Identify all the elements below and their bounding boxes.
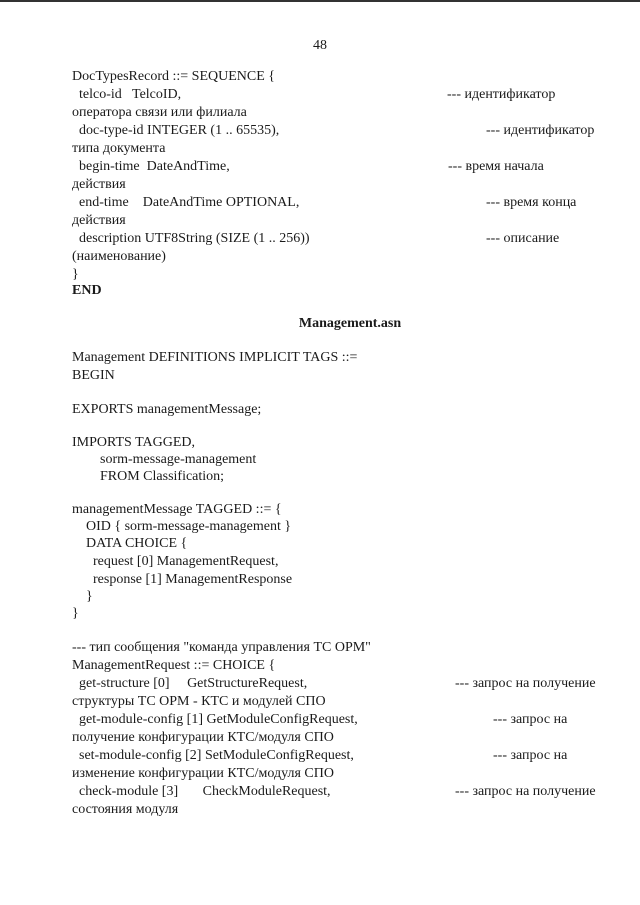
top-rule bbox=[0, 0, 640, 2]
request-line: состояния модуля bbox=[72, 802, 179, 817]
doc-types-line: end-time DateAndTime OPTIONAL, bbox=[72, 195, 300, 210]
doc-types-line: begin-time DateAndTime, bbox=[72, 159, 230, 174]
doc-types-comment: --- идентификатор bbox=[447, 87, 556, 102]
request-comment: --- запрос на получение bbox=[455, 676, 596, 691]
management-line: Management DEFINITIONS IMPLICIT TAGS ::= bbox=[72, 350, 358, 365]
doc-types-comment: --- время начала bbox=[448, 159, 544, 174]
management-line: IMPORTS TAGGED, bbox=[72, 435, 196, 450]
request-line: получение конфигурации КТС/модуля СПО bbox=[72, 730, 334, 745]
doc-types-line: действия bbox=[72, 177, 126, 192]
page-number: 48 bbox=[313, 38, 327, 53]
management-line: } bbox=[72, 606, 79, 621]
management-line: sorm-message-management bbox=[72, 452, 257, 467]
request-line: get-structure [0] GetStructureRequest, bbox=[72, 676, 308, 691]
management-line: request [0] ManagementRequest, bbox=[72, 554, 279, 569]
request-comment: --- запрос на получение bbox=[455, 784, 596, 799]
management-line: DATA CHOICE { bbox=[72, 536, 188, 551]
doc-types-line: (наименование) bbox=[72, 249, 166, 264]
management-line: EXPORTS managementMessage; bbox=[72, 402, 262, 417]
doc-types-line: description UTF8String (SIZE (1 .. 256)) bbox=[72, 231, 310, 246]
doc-types-comment: --- время конца bbox=[486, 195, 577, 210]
doc-types-line: оператора связи или филиала bbox=[72, 105, 247, 120]
doc-types-line: END bbox=[72, 283, 102, 298]
doc-types-line: типа документа bbox=[72, 141, 166, 156]
doc-types-comment: --- описание bbox=[486, 231, 560, 246]
management-line: OID { sorm-message-management } bbox=[72, 519, 292, 534]
management-line: FROM Classification; bbox=[72, 469, 225, 484]
request-line: структуры ТС ОРМ - КТС и модулей СПО bbox=[72, 694, 326, 709]
section-title: Management.asn bbox=[298, 316, 402, 331]
request-line: изменение конфигурации КТС/модуля СПО bbox=[72, 766, 334, 781]
management-line: BEGIN bbox=[72, 368, 115, 383]
doc-types-comment: --- идентификатор bbox=[486, 123, 595, 138]
doc-types-line: DocTypesRecord ::= SEQUENCE { bbox=[72, 69, 275, 84]
request-line: get-module-config [1] GetModuleConfigRequest, bbox=[72, 712, 358, 727]
request-line: ManagementRequest ::= CHOICE { bbox=[72, 658, 276, 673]
request-comment: --- запрос на bbox=[493, 712, 568, 727]
request-line: check-module [3] CheckModuleRequest, bbox=[72, 784, 331, 799]
request-line: set-module-config [2] SetModuleConfigRequest, bbox=[72, 748, 354, 763]
doc-types-line: doc-type-id INTEGER (1 .. 65535), bbox=[72, 123, 280, 138]
doc-types-line: действия bbox=[72, 213, 126, 228]
management-line: managementMessage TAGGED ::= { bbox=[72, 502, 282, 517]
management-line: response [1] ManagementResponse bbox=[72, 572, 293, 587]
request-line: --- тип сообщения "команда управления ТС ОРМ" bbox=[72, 640, 371, 655]
doc-types-line: } bbox=[72, 267, 79, 282]
request-comment: --- запрос на bbox=[493, 748, 568, 763]
doc-types-line: telco-id TelcoID, bbox=[72, 87, 182, 102]
management-line: } bbox=[72, 589, 93, 604]
